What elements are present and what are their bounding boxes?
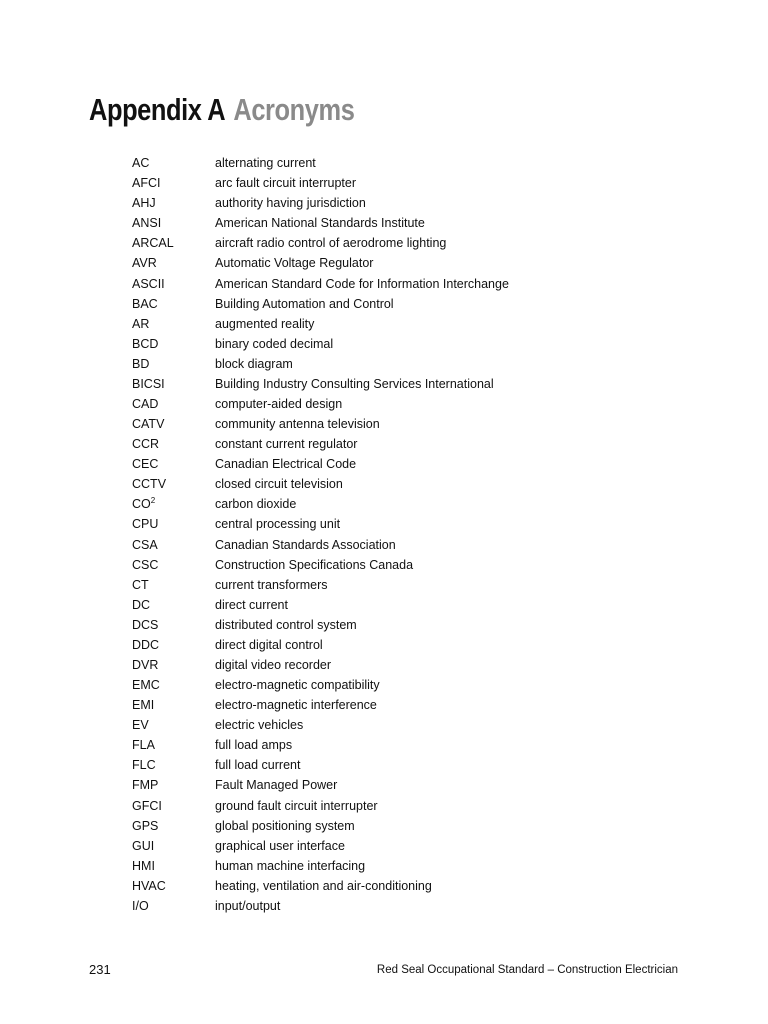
acronym-abbreviation xyxy=(132,193,215,213)
acronym-definition: Automatic Voltage Regulator xyxy=(215,256,374,271)
acronym-abbreviation-text: CT xyxy=(132,577,149,592)
acronym-abbreviation-text: AC xyxy=(132,156,150,171)
acronym-row xyxy=(132,575,509,595)
acronym-definition: digital video recorder xyxy=(215,657,332,672)
acronym-definition: global positioning system xyxy=(215,818,355,833)
acronym-definition: American Standard Code for Information Interchange xyxy=(215,276,509,291)
acronym-definition: distributed control system xyxy=(215,617,357,632)
acronym-row xyxy=(132,775,509,795)
acronym-abbreviation-text: AFCI xyxy=(132,176,161,191)
acronym-definition: electro-magnetic compatibility xyxy=(215,678,380,693)
acronym-abbreviation xyxy=(132,274,215,294)
acronym-definition: graphical user interface xyxy=(215,838,345,853)
acronym-definition: Canadian Electrical Code xyxy=(215,457,357,472)
acronym-abbreviation xyxy=(132,775,215,795)
acronym-definition: direct current xyxy=(215,597,288,612)
acronym-abbreviation xyxy=(132,414,215,434)
acronym-abbreviation-text: CATV xyxy=(132,417,165,432)
acronym-row xyxy=(132,354,509,374)
acronym-abbreviation-text: GUI xyxy=(132,838,155,853)
acronym-abbreviation-text: CEC xyxy=(132,457,159,472)
acronym-row xyxy=(132,193,509,213)
acronym-row xyxy=(132,494,509,514)
appendix-label: Appendix A xyxy=(89,92,226,127)
acronym-abbreviation-text: GFCI xyxy=(132,798,162,813)
acronym-definition: arc fault circuit interrupter xyxy=(215,176,357,191)
acronym-row xyxy=(132,715,509,735)
acronym-row xyxy=(132,876,509,896)
acronym-definition: augmented reality xyxy=(215,316,315,331)
acronym-abbreviation xyxy=(132,153,215,173)
acronym-abbreviation-text: BAC xyxy=(132,296,158,311)
acronym-row xyxy=(132,273,509,293)
acronym-abbreviation-text: CPU xyxy=(132,517,159,532)
acronym-abbreviation xyxy=(132,635,215,655)
acronym-row xyxy=(132,374,509,394)
acronym-row xyxy=(132,213,509,233)
acronym-row xyxy=(132,635,509,655)
acronym-abbreviation-text: ANSI xyxy=(132,216,162,231)
acronym-row xyxy=(132,334,509,354)
acronym-abbreviation xyxy=(132,595,215,615)
acronym-row xyxy=(132,655,509,675)
acronym-abbreviation-text: DVR xyxy=(132,657,159,672)
acronym-definition: computer-aided design xyxy=(215,396,343,411)
acronym-abbreviation xyxy=(132,213,215,233)
acronym-abbreviation xyxy=(132,715,215,735)
acronym-row xyxy=(132,394,509,414)
acronym-row xyxy=(132,615,509,635)
acronym-row xyxy=(132,434,509,454)
acronym-row xyxy=(132,314,509,334)
acronym-abbreviation-text: FLC xyxy=(132,758,156,773)
acronym-row xyxy=(132,675,509,695)
acronym-row xyxy=(132,695,509,715)
acronym-abbreviation-text: ARCAL xyxy=(132,236,174,251)
acronym-definition: heating, ventilation and air-conditioning xyxy=(215,878,432,893)
acronym-abbreviation xyxy=(132,494,215,514)
acronym-abbreviation-text: AHJ xyxy=(132,196,156,211)
acronym-abbreviation xyxy=(132,294,215,314)
appendix-title: Acronyms xyxy=(233,92,355,127)
acronym-abbreviation-text: DC xyxy=(132,597,151,612)
acronym-abbreviation-text: FMP xyxy=(132,778,159,793)
acronym-list xyxy=(132,153,509,916)
acronym-row xyxy=(132,153,509,173)
acronym-row xyxy=(132,555,509,575)
acronym-superscript: 2 xyxy=(150,496,156,506)
acronym-definition: binary coded decimal xyxy=(215,336,334,351)
acronym-abbreviation-text: HMI xyxy=(132,858,155,873)
acronym-abbreviation-text: I/O xyxy=(132,898,149,913)
acronym-abbreviation xyxy=(132,796,215,816)
acronym-abbreviation xyxy=(132,314,215,334)
acronym-definition: ground fault circuit interrupter xyxy=(215,798,378,813)
acronym-definition: current transformers xyxy=(215,577,328,592)
acronym-abbreviation-text: EMI xyxy=(132,698,155,713)
acronym-abbreviation xyxy=(132,896,215,916)
acronym-row xyxy=(132,595,509,615)
acronym-row xyxy=(132,755,509,775)
acronym-abbreviation xyxy=(132,334,215,354)
acronym-definition: direct digital control xyxy=(215,637,323,652)
acronym-row xyxy=(132,454,509,474)
acronym-definition: constant current regulator xyxy=(215,437,358,452)
acronym-abbreviation xyxy=(132,856,215,876)
acronym-row xyxy=(132,816,509,836)
acronym-abbreviation-text: BCD xyxy=(132,336,159,351)
acronym-row xyxy=(132,514,509,534)
acronym-definition: human machine interfacing xyxy=(215,858,366,873)
acronym-row xyxy=(132,796,509,816)
acronym-abbreviation xyxy=(132,695,215,715)
acronym-definition: community antenna television xyxy=(215,417,380,432)
acronym-definition: closed circuit television xyxy=(215,477,343,492)
acronym-abbreviation xyxy=(132,253,215,273)
acronym-definition: Canadian Standards Association xyxy=(215,537,396,552)
acronym-abbreviation xyxy=(132,173,215,193)
acronym-abbreviation-text: DDC xyxy=(132,637,160,652)
acronym-definition: Fault Managed Power xyxy=(215,778,338,793)
acronym-definition: Construction Specifications Canada xyxy=(215,557,414,572)
acronym-definition: full load amps xyxy=(215,738,293,753)
acronym-abbreviation xyxy=(132,354,215,374)
acronym-definition: block diagram xyxy=(215,356,293,371)
acronym-abbreviation xyxy=(132,836,215,856)
acronym-abbreviation-text: CO xyxy=(132,497,151,512)
acronym-definition: Building Industry Consulting Services International xyxy=(215,376,494,391)
acronym-row xyxy=(132,414,509,434)
acronym-definition: central processing unit xyxy=(215,517,341,532)
acronym-abbreviation-text: EMC xyxy=(132,678,160,693)
acronym-abbreviation-text: CCR xyxy=(132,437,160,452)
acronym-abbreviation xyxy=(132,755,215,775)
acronym-definition: authority having jurisdiction xyxy=(215,196,366,211)
acronym-abbreviation-text: BICSI xyxy=(132,376,165,391)
acronym-definition: Building Automation and Control xyxy=(215,296,394,311)
acronym-definition: electric vehicles xyxy=(215,718,304,733)
acronym-definition: full load current xyxy=(215,758,301,773)
acronym-row xyxy=(132,173,509,193)
acronym-abbreviation-text: CAD xyxy=(132,396,159,411)
page-number: 231 xyxy=(89,962,111,977)
acronym-abbreviation-text: ASCII xyxy=(132,276,165,291)
acronym-abbreviation-text: GPS xyxy=(132,818,159,833)
acronym-abbreviation xyxy=(132,233,215,253)
acronym-definition: alternating current xyxy=(215,156,316,171)
acronym-abbreviation xyxy=(132,555,215,575)
acronym-abbreviation-text: DCS xyxy=(132,617,159,632)
acronym-row xyxy=(132,253,509,273)
acronym-abbreviation xyxy=(132,816,215,836)
acronym-row xyxy=(132,856,509,876)
acronym-abbreviation xyxy=(132,434,215,454)
acronym-definition: input/output xyxy=(215,898,281,913)
acronym-row xyxy=(132,233,509,253)
acronym-abbreviation xyxy=(132,474,215,494)
acronym-row xyxy=(132,294,509,314)
acronym-abbreviation xyxy=(132,615,215,635)
acronym-abbreviation-text: AVR xyxy=(132,256,157,271)
acronym-abbreviation xyxy=(132,876,215,896)
acronym-abbreviation-text: FLA xyxy=(132,738,155,753)
acronym-row xyxy=(132,534,509,554)
acronym-abbreviation xyxy=(132,514,215,534)
acronym-definition: electro-magnetic interference xyxy=(215,698,377,713)
acronym-definition: aircraft radio control of aerodrome lighting xyxy=(215,236,447,251)
acronym-definition: American National Standards Institute xyxy=(215,216,425,231)
acronym-abbreviation xyxy=(132,735,215,755)
acronym-abbreviation-text: CSC xyxy=(132,557,159,572)
footer-document-title: Red Seal Occupational Standard – Construction Electrician xyxy=(376,964,678,976)
acronym-abbreviation-text: CCTV xyxy=(132,477,167,492)
acronym-abbreviation-text: AR xyxy=(132,316,150,331)
acronym-row xyxy=(132,896,509,916)
acronym-row xyxy=(132,735,509,755)
acronym-row xyxy=(132,836,509,856)
acronym-row xyxy=(132,474,509,494)
acronym-definition: carbon dioxide xyxy=(215,497,297,512)
acronym-abbreviation xyxy=(132,454,215,474)
acronym-abbreviation xyxy=(132,394,215,414)
acronym-abbreviation xyxy=(132,575,215,595)
acronym-abbreviation-text: EV xyxy=(132,718,149,733)
acronym-abbreviation xyxy=(132,675,215,695)
acronym-abbreviation-text: CSA xyxy=(132,537,158,552)
acronym-abbreviation xyxy=(132,655,215,675)
acronym-abbreviation-text: HVAC xyxy=(132,878,166,893)
acronym-abbreviation xyxy=(132,374,215,394)
page-title xyxy=(89,92,354,128)
acronym-abbreviation-text: BD xyxy=(132,356,150,371)
acronym-abbreviation xyxy=(132,535,215,555)
